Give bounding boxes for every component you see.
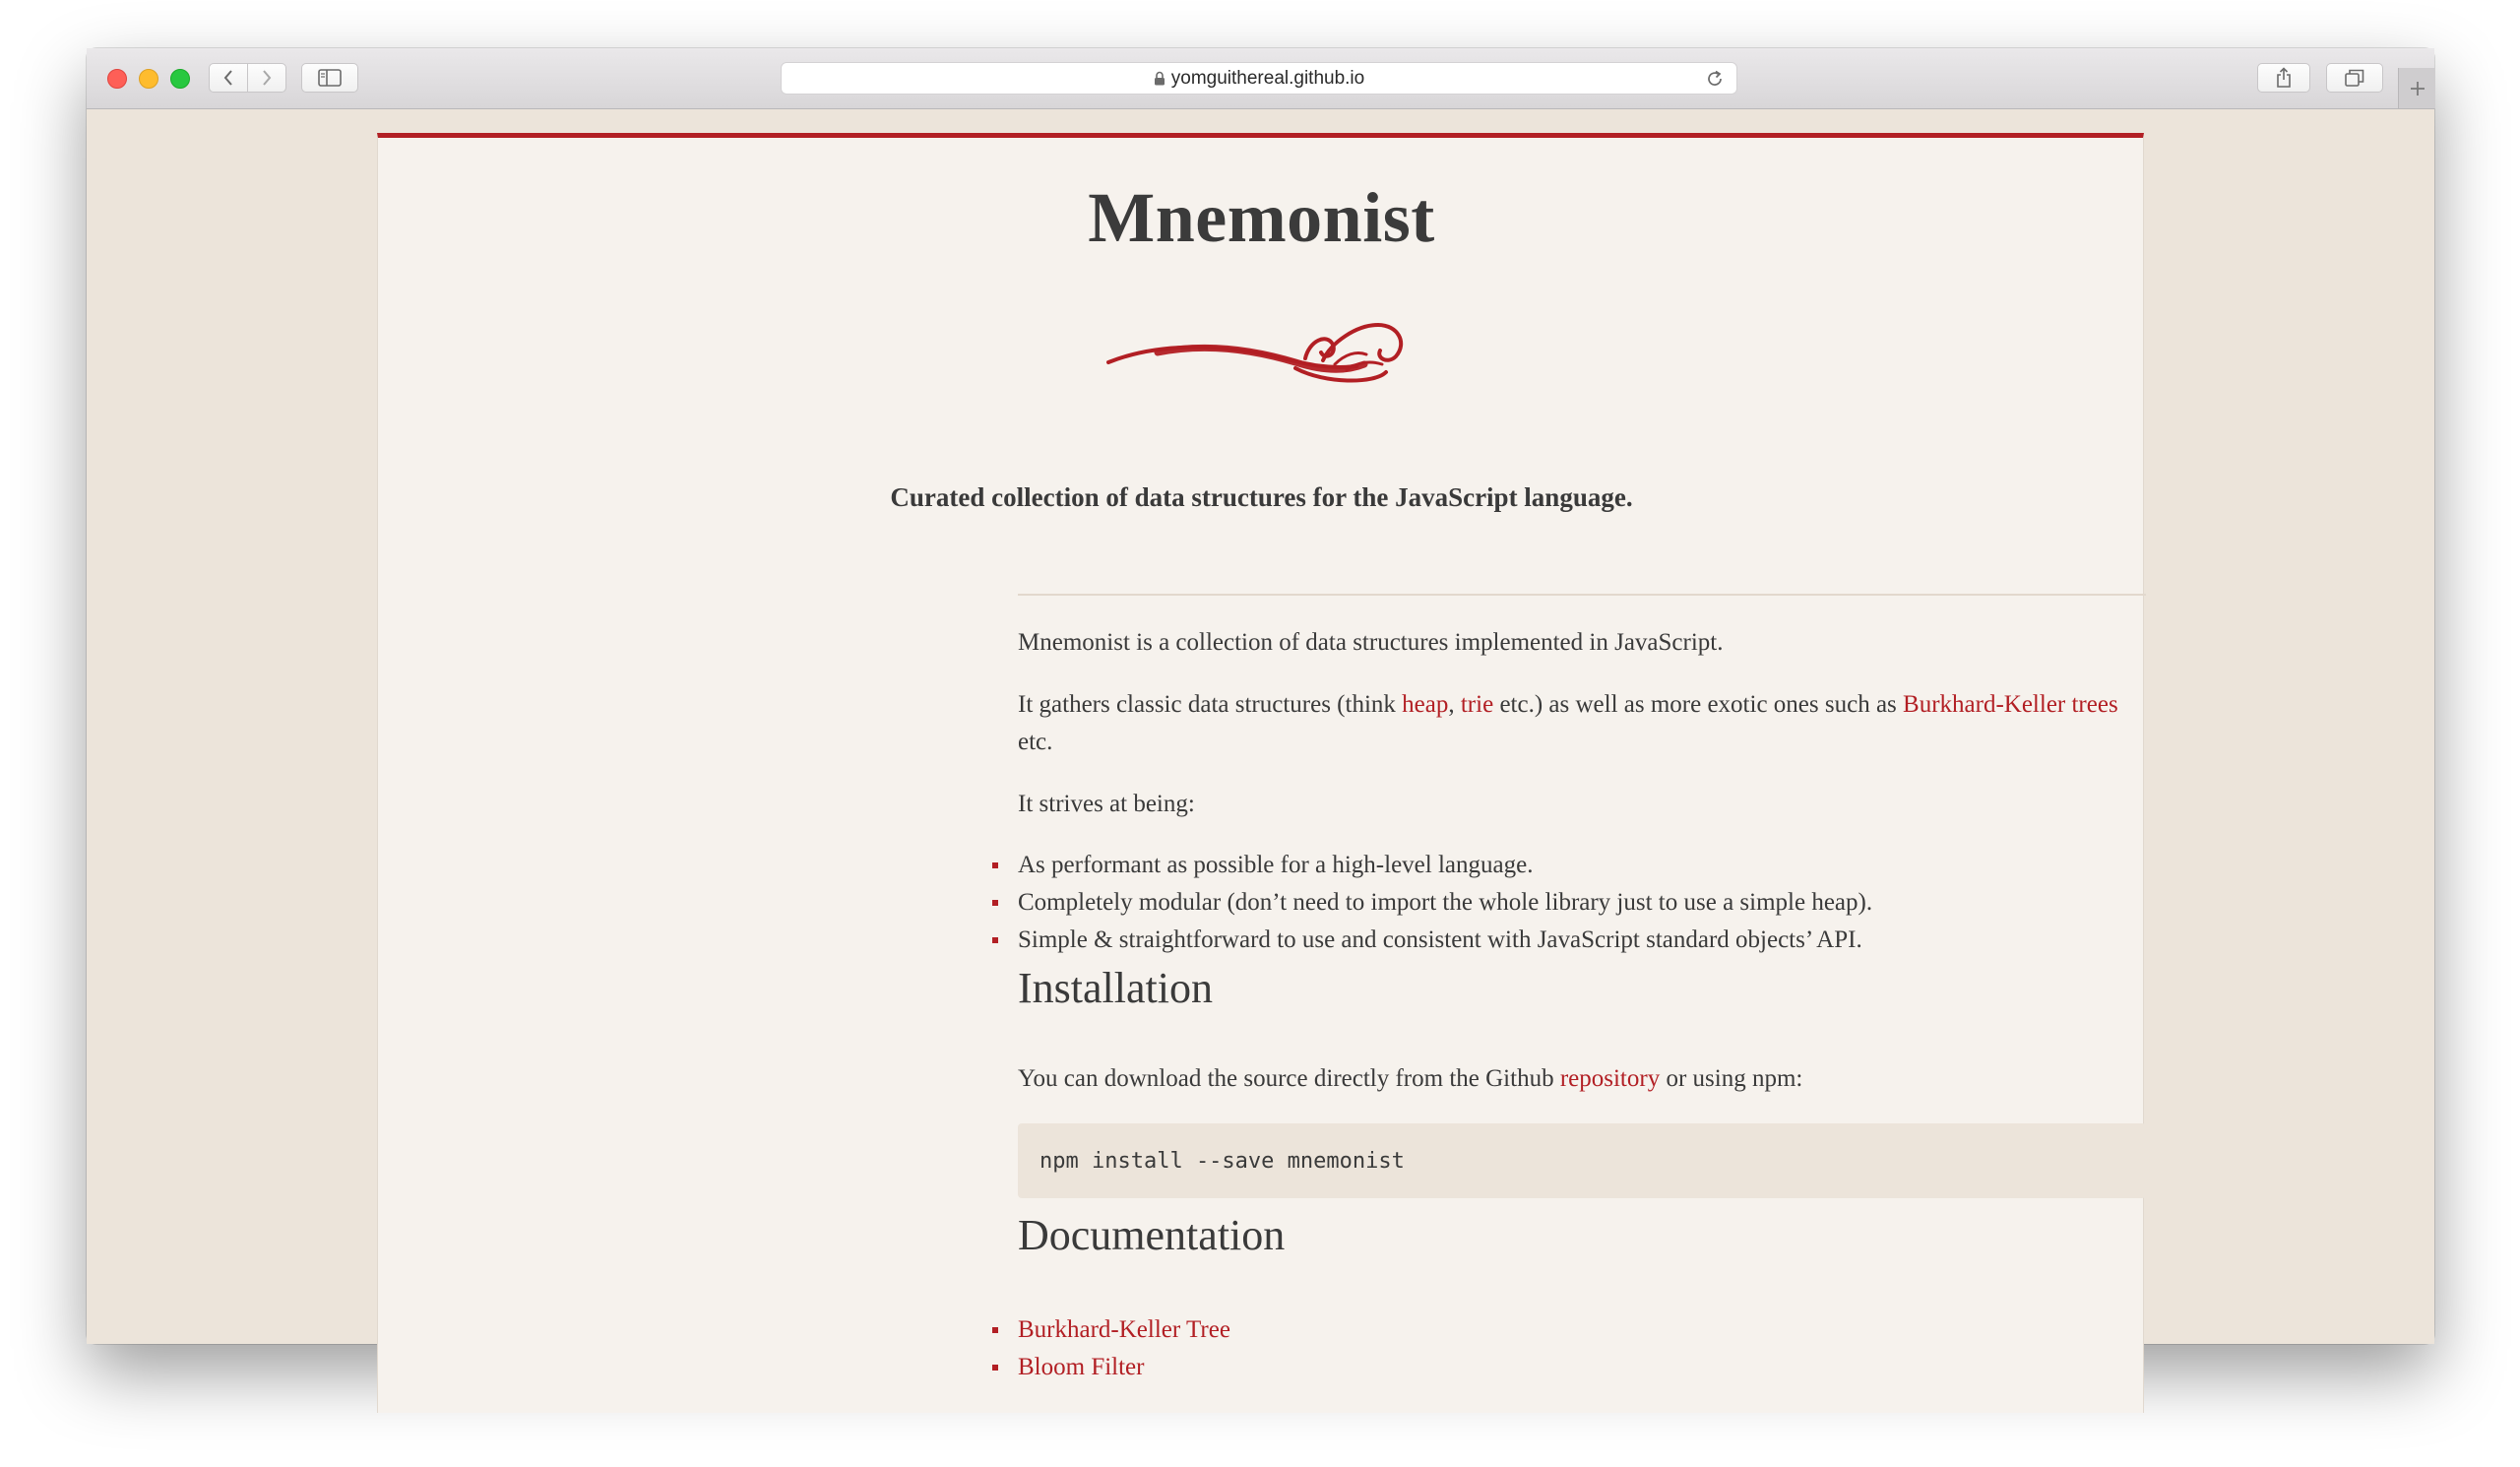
list-item [1018, 1349, 2146, 1386]
share-icon [2275, 67, 2293, 89]
share-button[interactable] [2257, 63, 2310, 93]
close-window-button[interactable] [107, 69, 127, 89]
list-item: Simple & straightforward to use and consistent with JavaScript standard objects’ API. [1018, 922, 2146, 959]
maximize-window-button[interactable] [170, 69, 190, 89]
text-segment: You can download the source directly from the Github [1018, 1065, 1560, 1092]
sidebar-toggle-button[interactable] [301, 63, 358, 93]
url-text: yomguithereal.github.io [1170, 67, 1365, 89]
doc-link-bloom-filter[interactable]: Bloom Filter [1018, 1354, 1145, 1380]
tagline: Curated collection of data structures for the JavaScript language. [890, 482, 1633, 512]
install-code-block [1018, 1123, 2146, 1198]
list-item: As performant as possible for a high-level language. [1018, 847, 2146, 884]
flourish-ornament-icon [1099, 303, 1423, 392]
text-segment: It gathers classic data structures (think [1018, 691, 1403, 718]
plus-icon [2409, 80, 2426, 97]
heap-link[interactable]: heap [1402, 691, 1449, 718]
goals-list [1018, 847, 2146, 959]
lock-icon [1154, 71, 1166, 86]
installation-heading: Installation [1018, 964, 1213, 1012]
gathers-paragraph [1018, 686, 2146, 761]
installation-paragraph [1018, 1060, 2146, 1098]
documentation-heading: Documentation [1018, 1211, 1286, 1259]
burkhard-keller-trees-link[interactable]: Burkhard-Keller trees [1903, 691, 2118, 718]
text-segment: etc. [1018, 729, 1053, 755]
install-command: npm install --save mnemonist [1040, 1148, 1405, 1174]
doc-link-burkhard-keller-tree[interactable]: Burkhard-Keller Tree [1018, 1316, 1230, 1343]
documentation-list [1018, 1311, 2146, 1386]
tabs-overview-icon [2345, 69, 2364, 87]
strives-paragraph: It strives at being: [1018, 791, 1195, 817]
reload-icon[interactable] [1705, 69, 1725, 95]
back-button[interactable] [209, 63, 248, 93]
list-item [1018, 1311, 2146, 1349]
intro-paragraph: Mnemonist is a collection of data structures implemented in JavaScript. [1018, 629, 1724, 656]
page-title: Mnemonist [1088, 178, 1435, 257]
address-bar[interactable] [781, 62, 1737, 95]
tabs-overview-button[interactable] [2326, 63, 2383, 93]
divider [1018, 594, 2146, 596]
repository-link[interactable]: repository [1559, 1065, 1661, 1092]
text-segment: or using npm: [1660, 1065, 1803, 1092]
new-tab-button[interactable] [2398, 68, 2435, 108]
text-segment: etc.) as well as more exotic ones such as [1493, 691, 1904, 718]
browser-toolbar [87, 48, 2434, 109]
browser-window [87, 48, 2434, 1380]
chevron-left-icon [222, 69, 234, 87]
minimize-window-button[interactable] [139, 69, 158, 89]
trie-link[interactable]: trie [1460, 691, 1494, 718]
forward-button[interactable] [247, 63, 286, 93]
list-item: Completely modular (don’t need to import the whole library just to use a simple heap). [1018, 884, 2146, 922]
content-card [377, 133, 2144, 1413]
sidebar-icon [318, 69, 342, 87]
chevron-right-icon [261, 69, 273, 87]
text-segment: , [1448, 691, 1461, 718]
page-viewport[interactable] [87, 109, 2434, 1380]
